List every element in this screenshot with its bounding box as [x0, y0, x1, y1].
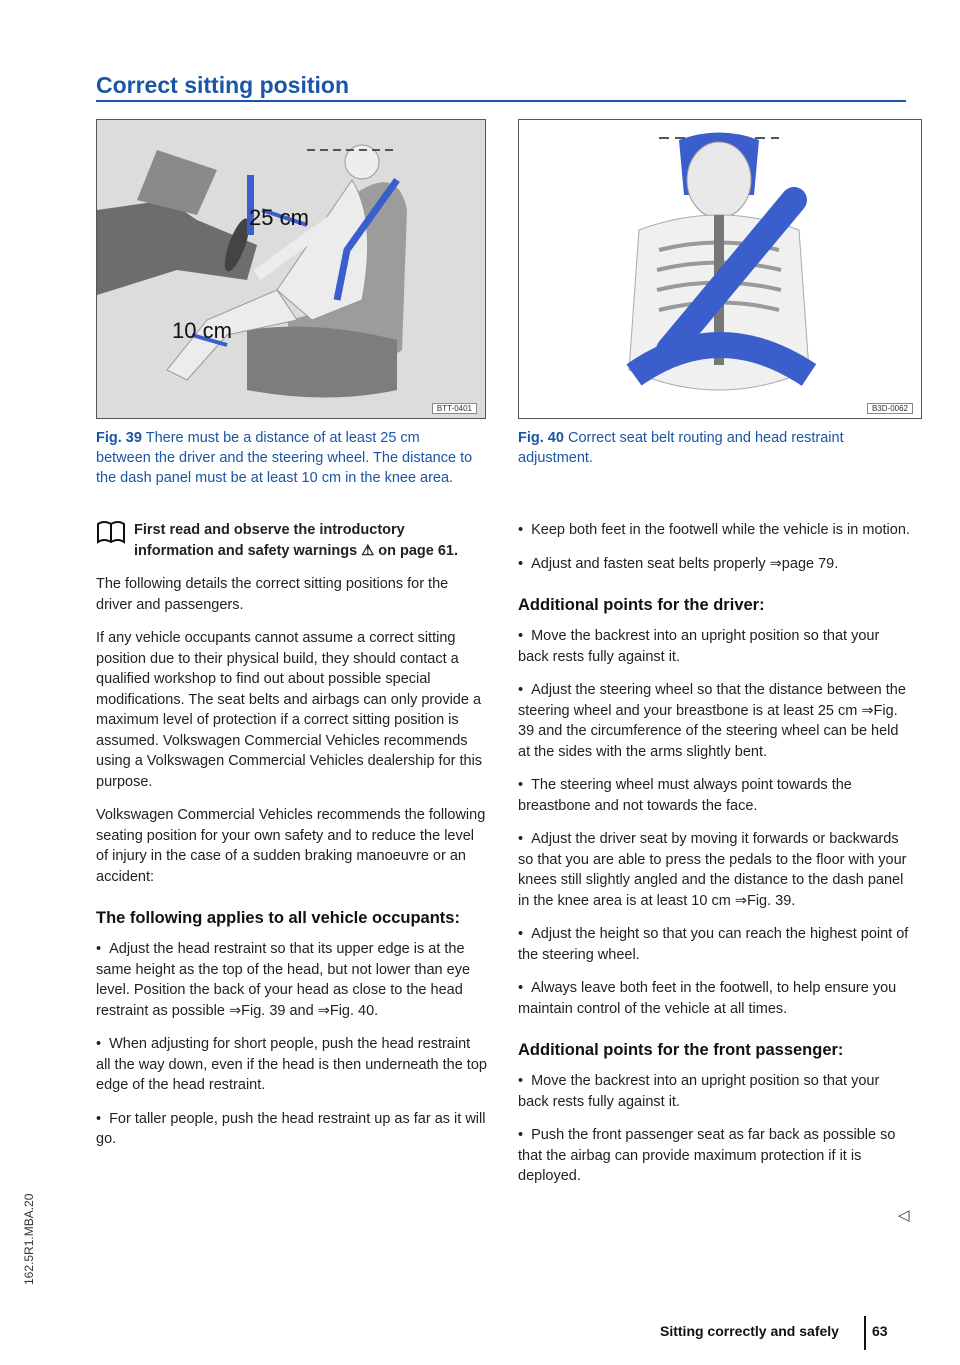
footer-chapter-title: Sitting correctly and safely [660, 1323, 839, 1339]
figure-39-number: Fig. 39 [96, 430, 142, 446]
section-title: Correct sitting position [96, 72, 349, 98]
distance-label-25: 25 cm [249, 205, 309, 230]
bullet-tall-people: • For taller people, push the head restraint up as far as it will go. [96, 1109, 488, 1150]
bullet-feet-footwell: • Keep both feet in the footwell while the vehicle is in motion. [518, 520, 910, 541]
title-rule [96, 100, 906, 102]
bullet-passenger-backrest: • Move the backrest into an upright position so that your back rests fully against it. [518, 1071, 910, 1112]
bullet-head-restraint: • Adjust the head restraint so that its upper edge is at the same height as the top of the head, but not lower than eye level. Position the back of your head as close to the head restraint as possible ⇒Fig. 39 and ⇒Fig. 40. [96, 939, 488, 1021]
bullet-driver-seat-position: • Adjust the driver seat by moving it forwards or backwards so that you are able to press the pedals to the floor with your knees still slightly angled and the distance to the dash panel in the knee area is at least 10 cm ⇒Fig. 39. [518, 829, 910, 911]
intro-paragraph-1: The following details the correct sitting positions for the driver and passengers. [96, 576, 449, 613]
figure-40-number: Fig. 40 [518, 430, 564, 446]
figure-40-caption [518, 428, 913, 468]
warning-text: First read and observe the introductory information and safety warnings ⚠ on page 61. [134, 522, 458, 559]
section-end-mark: ◁ [898, 1207, 910, 1224]
bullet-passenger-seat: • Push the front passenger seat as far back as possible so that the airbag can provide maximum protection if it is deployed. [518, 1125, 910, 1187]
safety-warning [96, 520, 488, 561]
footer-divider [864, 1316, 866, 1350]
bullet-short-people: • When adjusting for short people, push the head restraint all the way down, even if the head is then underneath the top edge of the head restraint. [96, 1034, 488, 1096]
figure-39-caption [96, 428, 476, 488]
document-code: 162.5R1.MBA.20 [22, 1193, 36, 1285]
bullet-driver-height: • Adjust the height so that you can reach the highest point of the steering wheel. [518, 924, 910, 965]
page-number: 63 [872, 1323, 888, 1339]
bullet-seat-belts: • Adjust and fasten seat belts properly ⇒page 79. [518, 554, 910, 575]
heading-passenger: Additional points for the front passenger: [518, 1041, 844, 1059]
figure-39-seating-illustration [96, 119, 486, 419]
figure-40-caption-text: Correct seat belt routing and head restraint adjustment. [518, 430, 844, 466]
seating-illustration [97, 120, 485, 418]
bullet-driver-feet: • Always leave both feet in the footwell, to help ensure you maintain control of the vehicle at all times. [518, 978, 910, 1019]
bullet-driver-backrest: • Move the backrest into an upright position so that your back rests fully against it. [518, 626, 910, 667]
figure-code: B3D-0062 [867, 403, 913, 414]
belt-routing-illustration [519, 120, 921, 418]
intro-paragraph-3: Volkswagen Commercial Vehicles recommends the following seating position for your own safety and to reduce the level of injury in the case of a sudden braking manoeuvre or an accident: [96, 807, 486, 885]
heading-all-occupants: The following applies to all vehicle occupants: [96, 909, 460, 927]
figure-39-caption-text: There must be a distance of at least 25 cm between the driver and the steering wheel. The distance to the dash panel must be at least 10 cm in the knee area. [96, 430, 473, 486]
bullet-driver-steering-direction: • The steering wheel must always point towards the breastbone and not towards the face. [518, 775, 910, 816]
right-column [518, 520, 910, 1200]
figure-40-belt-routing-illustration [518, 119, 922, 419]
distance-label-10: 10 cm [172, 318, 232, 343]
figure-code: BTT-0401 [432, 403, 477, 414]
left-column [96, 520, 488, 1163]
intro-paragraph-2: If any vehicle occupants cannot assume a correct sitting position due to their physical build, they should contact a qualified workshop to find out about possible special modifications. The seat belts and airbags can only provide a maximum level of protection if a correct sitting position is assumed. Volkswagen Commercial Vehicles recommends using a Volkswagen Commercial Vehicles dealership for this purpose. [96, 630, 483, 790]
bullet-driver-steering-distance: • Adjust the steering wheel so that the distance between the steering wheel and your breastbone is at least 25 cm ⇒Fig. 39 and the circumference of the steering wheel can be held at the sides with the arms slightly bent. [518, 680, 910, 762]
book-icon [96, 520, 126, 544]
heading-driver: Additional points for the driver: [518, 596, 765, 614]
